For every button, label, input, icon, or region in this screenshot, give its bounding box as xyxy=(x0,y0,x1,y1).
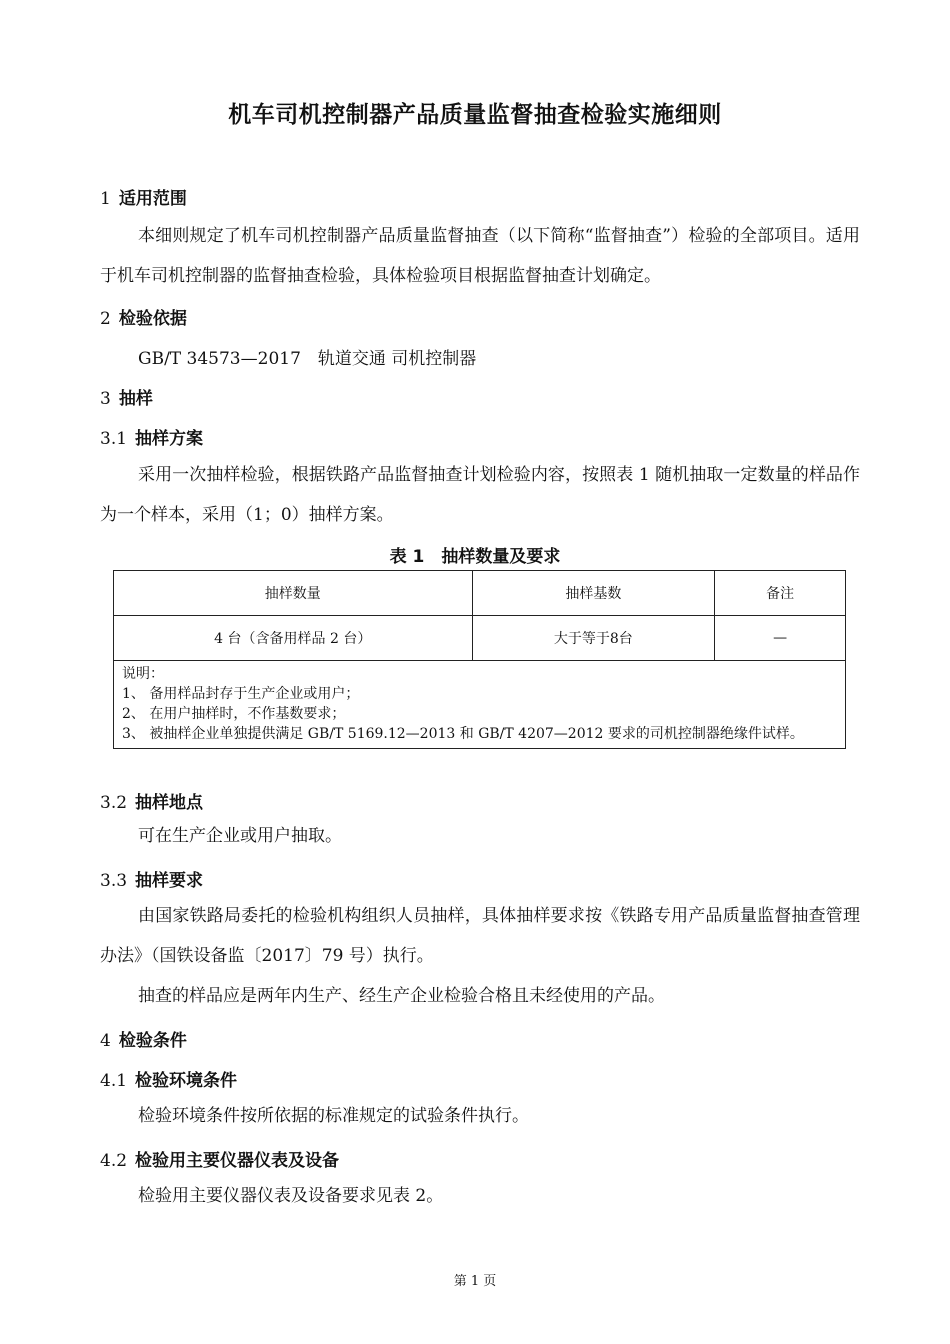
section-number: 2 xyxy=(100,309,111,329)
note-item: 3、 被抽样企业单独提供满足 GB/T 5169.12—2013 和 GB/T 4207—2012 要求的司机控制器绝缘件试样。 xyxy=(122,726,804,742)
table-row xyxy=(114,616,846,661)
section-label: 抽样要求 xyxy=(135,871,204,891)
section-3-heading xyxy=(100,384,153,409)
section-3-3-paragraph-2: 抽查的样品应是两年内生产、经生产企业检验合格且未经使用的产品。 xyxy=(138,986,665,1006)
section-number: 3.1 xyxy=(100,429,128,449)
section-label: 检验依据 xyxy=(118,309,187,329)
document-title: 机车司机控制器产品质量监督抽查检验实施细则 xyxy=(228,102,722,128)
table-cell: 4 台（含备用样品 2 台） xyxy=(114,616,473,661)
table-header-cell: 抽样基数 xyxy=(472,571,715,616)
section-3-1-paragraph: 采用一次抽样检验，根据铁路产品监督抽查计划检验内容，按照表 1 随机抽取一定数量的样品作为一个样本，采用（1；0）抽样方案。 xyxy=(100,465,860,525)
table-cell: 大于等于8台 xyxy=(472,616,715,661)
table-header-row xyxy=(114,571,846,616)
table-notes xyxy=(114,661,846,749)
table-header-cell: 抽样数量 xyxy=(114,571,473,616)
section-1-heading xyxy=(100,184,187,209)
section-3-1-heading xyxy=(100,424,203,449)
section-1-paragraph: 本细则规定了机车司机控制器产品质量监督抽查（以下简称“监督抽查”）检验的全部项目。适用于机车司机控制器的监督抽查检验，具体检验项目根据监督抽查计划确定。 xyxy=(100,226,860,286)
section-label: 抽样地点 xyxy=(135,793,204,813)
sampling-table xyxy=(113,570,846,749)
section-3-3-heading xyxy=(100,866,203,891)
section-number: 4.2 xyxy=(100,1151,128,1171)
section-4-heading xyxy=(100,1026,187,1051)
table-cell: — xyxy=(715,616,846,661)
section-4-1-paragraph: 检验环境条件按所依据的标准规定的试验条件执行。 xyxy=(138,1106,529,1126)
section-2-heading xyxy=(100,304,187,329)
section-label: 检验用主要仪器仪表及设备 xyxy=(135,1151,340,1171)
section-4-2-paragraph: 检验用主要仪器仪表及设备要求见表 2。 xyxy=(138,1186,444,1206)
section-3-3-paragraph: 由国家铁路局委托的检验机构组织人员抽样，具体抽样要求按《铁路专用产品质量监督抽查管理办法》（国铁设备监〔2017〕79 号）执行。 xyxy=(100,906,860,966)
table-1-caption: 表 1 抽样数量及要求 xyxy=(389,547,561,567)
section-label: 检验条件 xyxy=(118,1031,187,1051)
note-item: 1、 备用样品封存于生产企业或用户； xyxy=(122,686,360,702)
standard-reference: GB/T 34573—2017 轨道交通 司机控制器 xyxy=(138,349,477,369)
section-number: 4.1 xyxy=(100,1071,128,1091)
note-item: 2、 在用户抽样时，不作基数要求； xyxy=(122,706,346,722)
section-label: 抽样 xyxy=(118,389,153,409)
page-number: 第 1 页 xyxy=(453,1274,497,1289)
section-number: 3.2 xyxy=(100,793,128,813)
section-number: 4 xyxy=(100,1031,111,1051)
section-number: 3 xyxy=(100,389,111,409)
section-4-1-heading xyxy=(100,1066,237,1091)
section-number: 1 xyxy=(100,189,111,209)
notes-title: 说明： xyxy=(122,666,164,682)
table-notes-row xyxy=(114,661,846,749)
section-label: 适用范围 xyxy=(118,189,187,209)
section-label: 抽样方案 xyxy=(135,429,204,449)
section-number: 3.3 xyxy=(100,871,128,891)
section-4-2-heading xyxy=(100,1146,339,1171)
section-3-2-heading xyxy=(100,788,203,813)
section-3-2-paragraph: 可在生产企业或用户抽取。 xyxy=(138,826,342,846)
section-label: 检验环境条件 xyxy=(135,1071,238,1091)
table-header-cell: 备注 xyxy=(715,571,846,616)
